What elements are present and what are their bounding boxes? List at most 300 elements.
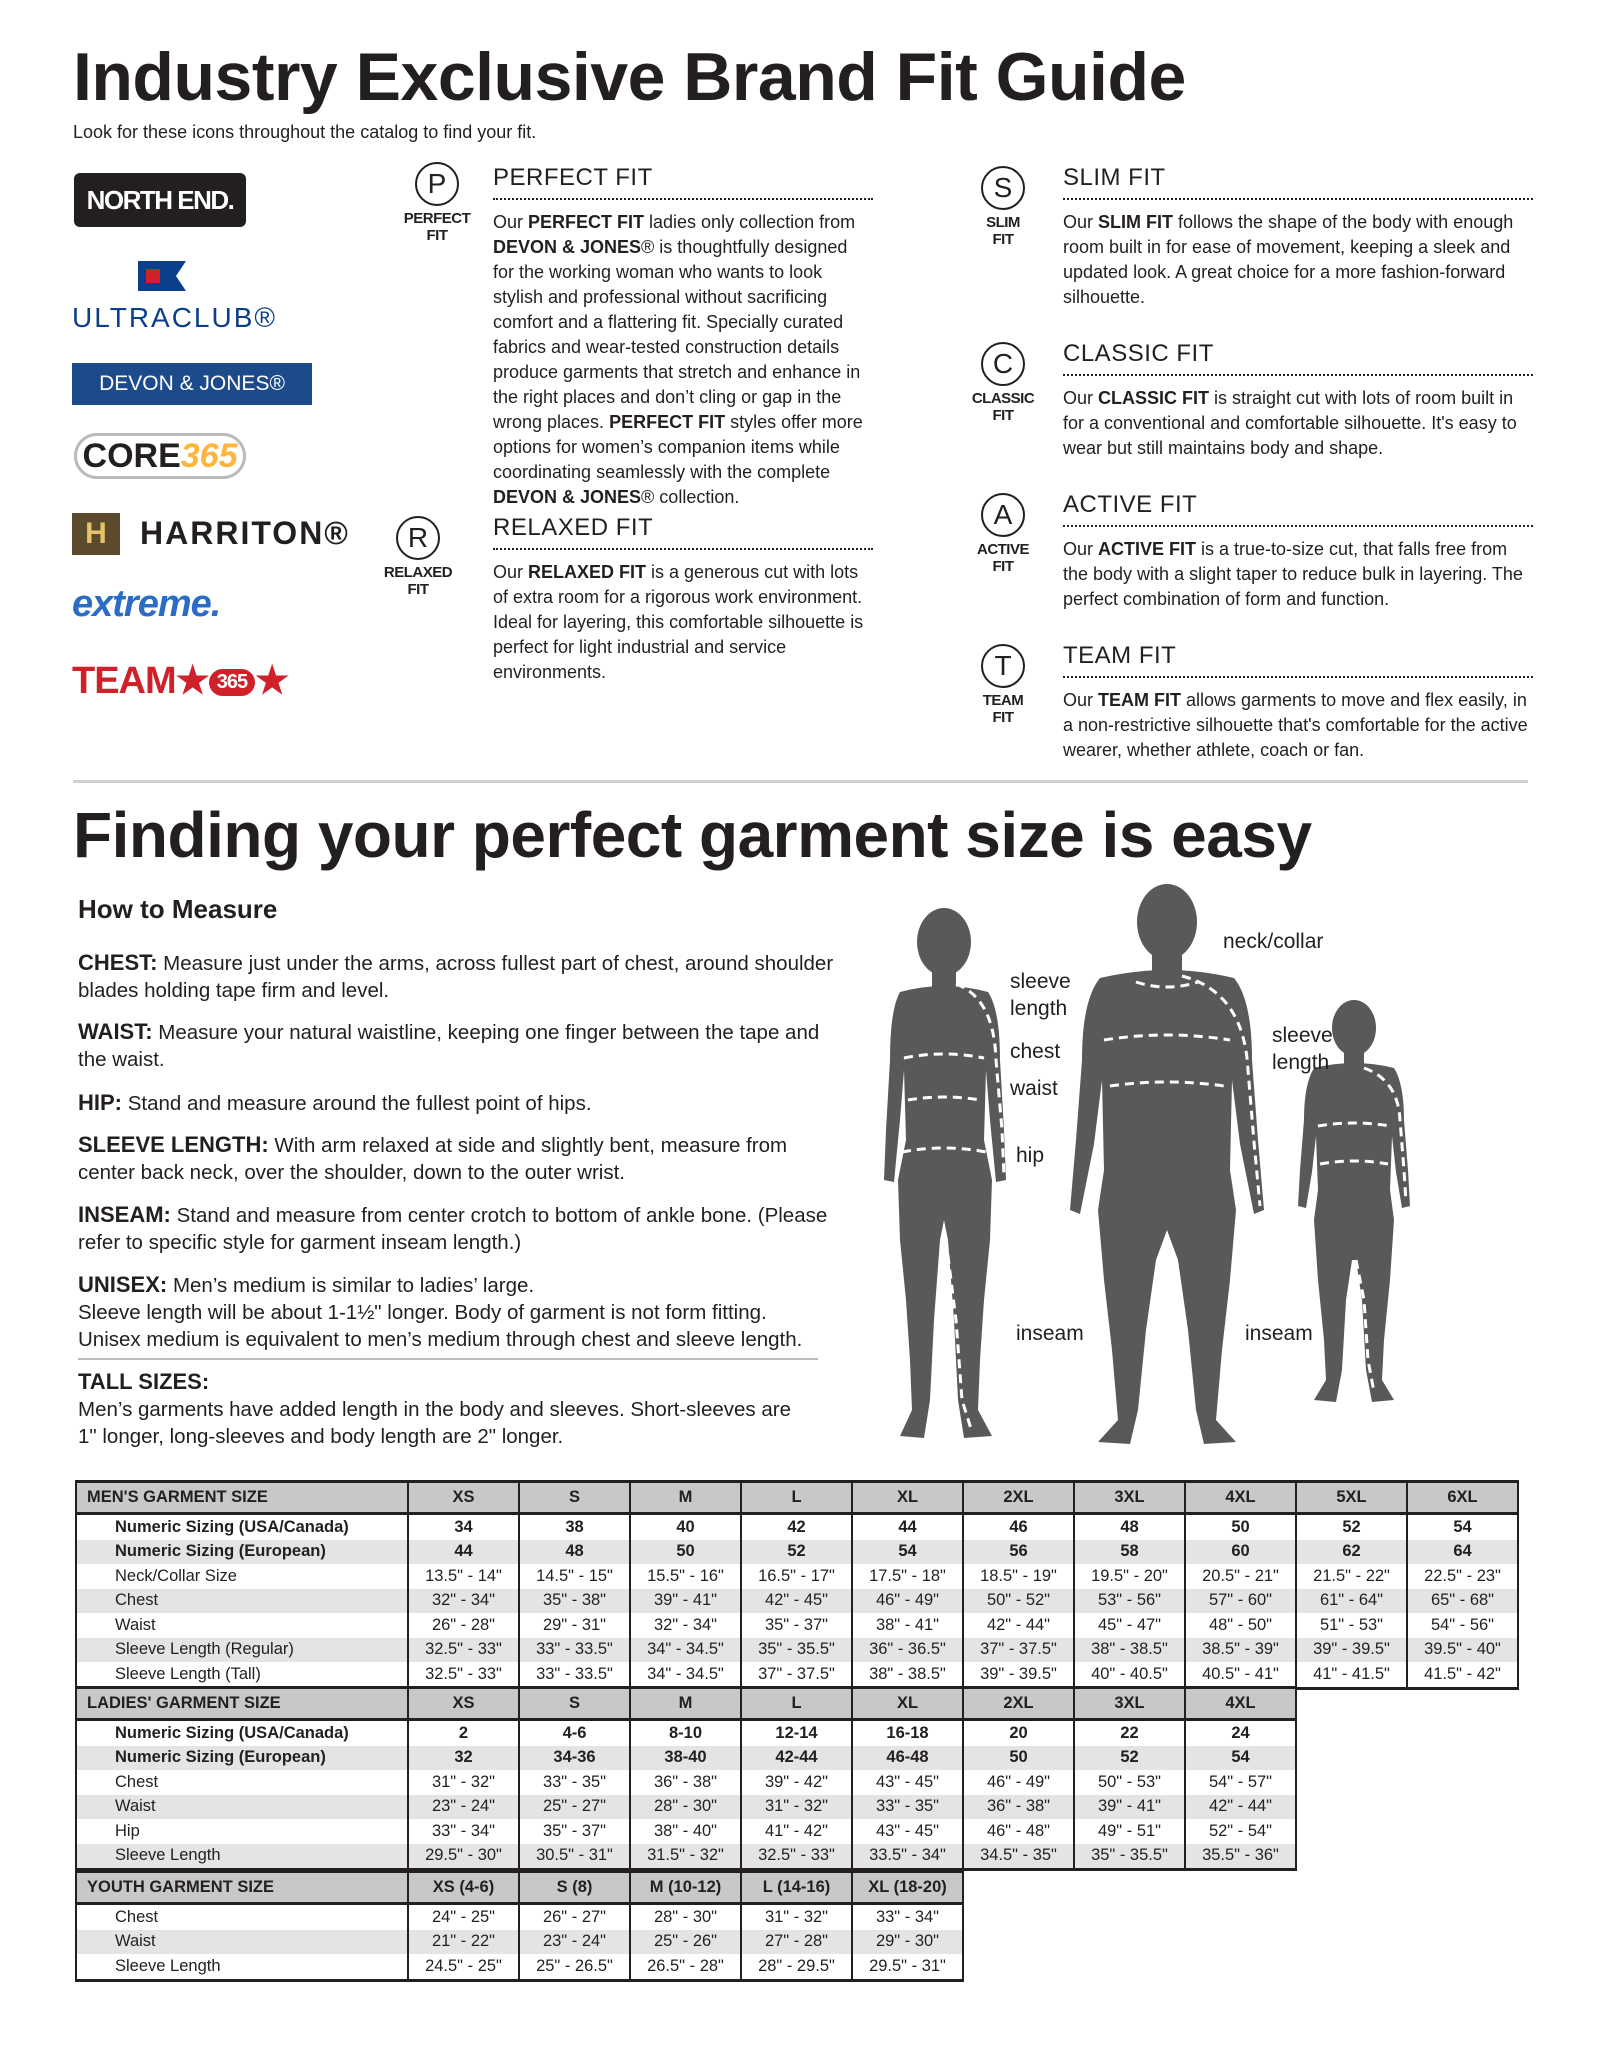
table-cell: 16.5" - 17" (741, 1564, 852, 1589)
ladies-header-row (76, 1688, 1296, 1720)
table-cell: 50 (1185, 1514, 1296, 1540)
table-cell: 43" - 45" (852, 1770, 963, 1795)
label-hip: hip (1016, 1144, 1045, 1167)
label-inseam-man: inseam (1245, 1322, 1313, 1345)
ultraclub-flag-icon (138, 261, 186, 291)
classic-fit-heading: CLASSIC FIT (1063, 340, 1533, 376)
table-cell: 38" - 40" (630, 1819, 741, 1844)
table-cell: 60 (1185, 1540, 1296, 1565)
table-cell: 32.5" - 33" (408, 1638, 519, 1663)
table-cell: 54 (1407, 1514, 1518, 1540)
row-label: Chest (76, 1770, 408, 1795)
table-row (76, 1589, 1518, 1614)
table-cell: 13.5" - 14" (408, 1564, 519, 1589)
table-row (76, 1720, 1296, 1746)
table-cell: 54" - 56" (1407, 1613, 1518, 1638)
table-cell: 19.5" - 20" (1074, 1564, 1185, 1589)
table-cell: 40" - 40.5" (1074, 1662, 1185, 1688)
classic-fit-icon (968, 342, 1038, 424)
active-fit-bold-1: ACTIVE FIT (1098, 539, 1197, 559)
table-cell: 33" - 34" (408, 1819, 519, 1844)
active-fit-icon (968, 493, 1038, 575)
table-cell: 52 (1074, 1746, 1185, 1771)
perfect-fit-text-2: ladies only collection from (644, 212, 856, 232)
slim-fit-icon (968, 166, 1038, 248)
mens-size-table (75, 1480, 1519, 1690)
table-cell: 46" - 49" (963, 1770, 1074, 1795)
table-cell: 31" - 32" (741, 1904, 852, 1930)
active-fit-text-2: is a true-to-size cut, that falls free from the body with a slight taper to reduce bulk in layering. The perfect combination of form and function. (1063, 539, 1523, 609)
tall-text: Men’s garments have added length in the body and sleeves. Short-sleeves are 1" longer, long-sleeves and body length are 2" longer. (78, 1398, 792, 1448)
table-cell: 22.5" - 23" (1407, 1564, 1518, 1589)
team-fit-bold-1: TEAM FIT (1098, 690, 1182, 710)
relaxed-fit-caption-2: FIT (407, 581, 429, 598)
table-cell: 33" - 35" (852, 1795, 963, 1820)
unisex-text-1: Men’s medium is similar to ladies’ large. (167, 1274, 535, 1297)
table-cell: 42-44 (741, 1746, 852, 1771)
relaxed-fit-bold-1: RELAXED FIT (528, 562, 647, 582)
team-fit-text-1: Our (1063, 690, 1099, 710)
waist-instruction (78, 1018, 838, 1073)
team365-logo-badge: 365 (209, 669, 255, 696)
table-cell: 31" - 32" (408, 1770, 519, 1795)
table-cell: 39" - 41" (630, 1589, 741, 1614)
table-cell: 44 (852, 1514, 963, 1540)
team-fit-caption-2: FIT (992, 709, 1014, 726)
section-divider (73, 780, 1528, 783)
mens-size-header: L (741, 1482, 852, 1514)
team-fit-description (1063, 688, 1533, 763)
page-title: Industry Exclusive Brand Fit Guide (73, 39, 1186, 115)
table-cell: 25" - 26" (630, 1930, 741, 1955)
slim-fit-heading: SLIM FIT (1063, 164, 1533, 200)
table-cell: 36" - 36.5" (852, 1638, 963, 1663)
harriton-logo: HARRITON® (140, 515, 350, 551)
table-cell: 62 (1296, 1540, 1407, 1565)
label-inseam-woman: inseam (1016, 1322, 1084, 1345)
mens-size-header: XS (408, 1482, 519, 1514)
table-cell: 31.5" - 32" (630, 1844, 741, 1870)
sleeve-text: With arm relaxed at side and slightly bent, measure from center back neck, over the shoulder, down to the outer wrist. (78, 1134, 788, 1184)
table-cell: 29" - 30" (852, 1930, 963, 1955)
table-cell: 42" - 45" (741, 1589, 852, 1614)
harriton-mark-icon: H (72, 513, 120, 555)
table-cell: 41" - 42" (741, 1819, 852, 1844)
table-cell: 32.5" - 33" (741, 1844, 852, 1870)
table-row (76, 1819, 1296, 1844)
table-row (76, 1514, 1518, 1540)
table-cell: 30.5" - 31" (519, 1844, 630, 1870)
table-row (76, 1564, 1518, 1589)
table-row (76, 1662, 1518, 1688)
classic-fit-description (1063, 386, 1533, 461)
table-cell: 33" - 33.5" (519, 1638, 630, 1663)
table-cell: 14.5" - 15" (519, 1564, 630, 1589)
classic-fit-caption: CLASSIC (971, 390, 1035, 407)
table-cell: 33" - 34" (852, 1904, 963, 1930)
table-cell: 32" - 34" (408, 1589, 519, 1614)
youth-size-header: M (10-12) (630, 1872, 741, 1904)
row-label: Waist (76, 1795, 408, 1820)
table-cell: 25" - 27" (519, 1795, 630, 1820)
row-label: Sleeve Length (Regular) (76, 1638, 408, 1663)
table-cell: 35.5" - 36" (1185, 1844, 1296, 1870)
table-cell: 34" - 34.5" (630, 1638, 741, 1663)
table-cell: 48 (519, 1540, 630, 1565)
table-cell: 34 (408, 1514, 519, 1540)
table-cell: 49" - 51" (1074, 1819, 1185, 1844)
table-cell: 39" - 39.5" (963, 1662, 1074, 1688)
table-cell: 46-48 (852, 1746, 963, 1771)
perfect-fit-bold-1: PERFECT FIT (528, 212, 645, 232)
table-cell: 20.5" - 21" (1185, 1564, 1296, 1589)
table-cell: 8-10 (630, 1720, 741, 1746)
perfect-fit-caption: PERFECT (403, 210, 471, 227)
slim-fit-caption-2: FIT (992, 231, 1014, 248)
team-fit-text-2: allows garments to move and flex easily, in a non-restrictive silhouette that's comfortable for the active wearer, whether athlete, coach or fan. (1063, 690, 1528, 760)
mens-size-header: M (630, 1482, 741, 1514)
table-cell: 50 (963, 1746, 1074, 1771)
slim-fit-letter: S (981, 166, 1025, 210)
core365-logo-text: CORE (82, 436, 181, 475)
youth-size-header: S (8) (519, 1872, 630, 1904)
hip-label: HIP: (78, 1090, 122, 1115)
table-cell: 64 (1407, 1540, 1518, 1565)
label-length-word-right: length (1272, 1051, 1330, 1074)
table-cell: 20 (963, 1720, 1074, 1746)
sleeve-label: SLEEVE LENGTH: (78, 1132, 269, 1157)
table-cell: 28" - 29.5" (741, 1954, 852, 1980)
relaxed-fit-text-1: Our (493, 562, 529, 582)
active-fit-section (1063, 491, 1533, 612)
chest-text: Measure just under the arms, across fullest part of chest, around shoulder blades holding tape firm and level. (78, 952, 834, 1002)
table-cell: 50 (630, 1540, 741, 1565)
table-cell: 40.5" - 41" (1185, 1662, 1296, 1688)
table-cell: 39" - 41" (1074, 1795, 1185, 1820)
classic-fit-letter: C (981, 342, 1025, 386)
mens-size-header: XL (852, 1482, 963, 1514)
table-cell: 33.5" - 34" (852, 1844, 963, 1870)
active-fit-caption: ACTIVE (976, 541, 1029, 558)
classic-fit-section (1063, 340, 1533, 461)
active-fit-text-1: Our (1063, 539, 1099, 559)
table-cell: 34-36 (519, 1746, 630, 1771)
ladies-size-header: M (630, 1688, 741, 1720)
relaxed-fit-text-2: is a generous cut with lots of extra room for a rigorous work environment. Ideal for layering, this comfortable silhouette is perfect for light industrial and service environments. (493, 562, 864, 682)
mens-size-header: 6XL (1407, 1482, 1518, 1514)
table-cell: 51" - 53" (1296, 1613, 1407, 1638)
table-cell: 35" - 35.5" (741, 1638, 852, 1663)
chest-instruction (78, 949, 838, 1004)
label-neck-collar: neck/collar (1223, 930, 1324, 953)
ultraclub-logo: ULTRACLUB® (72, 302, 278, 333)
relaxed-fit-description (493, 560, 873, 685)
table-cell: 35" - 38" (519, 1589, 630, 1614)
mens-header-row (76, 1482, 1518, 1514)
perfect-fit-bold-4: DEVON & JONES (493, 487, 642, 507)
slim-fit-caption: SLIM (986, 214, 1020, 231)
table-row (76, 1770, 1296, 1795)
mens-size-header: 5XL (1296, 1482, 1407, 1514)
mens-size-header: 4XL (1185, 1482, 1296, 1514)
relaxed-fit-caption: RELAXED (383, 564, 453, 581)
table-cell: 38-40 (630, 1746, 741, 1771)
ladies-size-header: 4XL (1185, 1688, 1296, 1720)
table-cell: 54 (1185, 1746, 1296, 1771)
table-cell: 54" - 57" (1185, 1770, 1296, 1795)
ladies-size-header: XL (852, 1688, 963, 1720)
team365-logo-text: TEAM★ (72, 660, 209, 702)
label-sleeve-length-man (1272, 1022, 1333, 1076)
table-cell: 65" - 68" (1407, 1589, 1518, 1614)
slim-fit-bold-1: SLIM FIT (1098, 212, 1174, 232)
relaxed-fit-section (493, 514, 873, 685)
row-label: Chest (76, 1904, 408, 1930)
table-cell: 37" - 37.5" (741, 1662, 852, 1688)
relaxed-fit-letter: R (396, 516, 440, 560)
table-cell: 46" - 48" (963, 1819, 1074, 1844)
row-label: Waist (76, 1613, 408, 1638)
row-label: Sleeve Length (76, 1954, 408, 1980)
tall-divider (78, 1358, 818, 1360)
row-label: Waist (76, 1930, 408, 1955)
perfect-fit-text-3: ® is thoughtfully designed for the working woman who wants to look stylish and professional without sacrificing comfort and a flattering fit. Specially curated fabrics and wear-tested construction details produce garments that stretch and enhance in the right places and don’t cling or gap in the wrong places. (493, 237, 861, 432)
inseam-instruction (78, 1201, 838, 1256)
youth-table-title: YOUTH GARMENT SIZE (76, 1872, 408, 1904)
table-row (76, 1638, 1518, 1663)
table-row (76, 1930, 963, 1955)
classic-fit-caption-2: FIT (992, 407, 1014, 424)
row-label: Neck/Collar Size (76, 1564, 408, 1589)
team-fit-heading: TEAM FIT (1063, 642, 1533, 678)
table-cell: 12-14 (741, 1720, 852, 1746)
ladies-size-header: XS (408, 1688, 519, 1720)
relaxed-fit-icon (383, 516, 453, 598)
table-cell: 37" - 37.5" (963, 1638, 1074, 1663)
label-chest: chest (1010, 1040, 1061, 1063)
chest-label: CHEST: (78, 950, 158, 975)
table-cell: 25" - 26.5" (519, 1954, 630, 1980)
ladies-table-title: LADIES' GARMENT SIZE (76, 1688, 408, 1720)
man-silhouette (1070, 884, 1264, 1444)
table-cell: 29" - 31" (519, 1613, 630, 1638)
table-cell: 38" - 38.5" (1074, 1638, 1185, 1663)
core365-logo-number: 365 (180, 436, 238, 475)
table-cell: 35" - 37" (741, 1613, 852, 1638)
classic-fit-bold-1: CLASSIC FIT (1098, 388, 1210, 408)
table-cell: 28" - 30" (630, 1795, 741, 1820)
core365-logo (74, 433, 246, 479)
youth-size-header: XS (4-6) (408, 1872, 519, 1904)
label-sleeve-word-right: sleeve (1272, 1024, 1333, 1047)
waist-label: WAIST: (78, 1019, 153, 1044)
table-cell: 44 (408, 1540, 519, 1565)
active-fit-heading: ACTIVE FIT (1063, 491, 1533, 527)
table-cell: 26" - 27" (519, 1904, 630, 1930)
table-row (76, 1613, 1518, 1638)
table-cell: 38.5" - 39" (1185, 1638, 1296, 1663)
team-fit-caption: TEAM (982, 692, 1024, 709)
perfect-fit-text-4: styles offer more options for women’s companion items while coordinating seamlessly with the complete (493, 412, 863, 482)
table-cell: 23" - 24" (519, 1930, 630, 1955)
hip-text: Stand and measure around the fullest point of hips. (122, 1092, 592, 1115)
inseam-label: INSEAM: (78, 1202, 171, 1227)
mens-size-header: 2XL (963, 1482, 1074, 1514)
table-cell: 24.5" - 25" (408, 1954, 519, 1980)
table-cell: 50" - 53" (1074, 1770, 1185, 1795)
unisex-text-3: Unisex medium is equivalent to men’s medium through chest and sleeve length. (78, 1328, 803, 1351)
table-cell: 29.5" - 30" (408, 1844, 519, 1870)
mens-size-header: 3XL (1074, 1482, 1185, 1514)
table-row (76, 1540, 1518, 1565)
table-cell: 34" - 34.5" (630, 1662, 741, 1688)
table-cell: 46 (963, 1514, 1074, 1540)
north-end-logo: NORTH END. (74, 173, 246, 227)
table-cell: 53" - 56" (1074, 1589, 1185, 1614)
table-row (76, 1844, 1296, 1870)
table-row (76, 1795, 1296, 1820)
classic-fit-text-2: is straight cut with lots of room built in for a conventional and comfortable silhouette. It's easy to wear but still maintains body and shape. (1063, 388, 1517, 458)
table-cell: 24 (1185, 1720, 1296, 1746)
table-cell: 21.5" - 22" (1296, 1564, 1407, 1589)
table-cell: 38 (519, 1514, 630, 1540)
table-row (76, 1954, 963, 1980)
slim-fit-section (1063, 164, 1533, 310)
team-fit-letter: T (981, 644, 1025, 688)
table-cell: 43" - 45" (852, 1819, 963, 1844)
table-cell: 24" - 25" (408, 1904, 519, 1930)
table-cell: 26.5" - 28" (630, 1954, 741, 1980)
table-cell: 38" - 41" (852, 1613, 963, 1638)
table-cell: 36" - 38" (963, 1795, 1074, 1820)
table-cell: 61" - 64" (1296, 1589, 1407, 1614)
slim-fit-text-1: Our (1063, 212, 1099, 232)
table-cell: 4-6 (519, 1720, 630, 1746)
team-fit-section (1063, 642, 1533, 763)
table-cell: 31" - 32" (741, 1795, 852, 1820)
devon-jones-logo: DEVON & JONES® (72, 363, 312, 405)
hip-instruction (78, 1089, 838, 1117)
youth-header-row (76, 1872, 963, 1904)
perfect-fit-icon (402, 162, 472, 244)
sizing-heading: Finding your perfect garment size is easy (73, 799, 1312, 871)
row-label: Hip (76, 1819, 408, 1844)
how-to-measure-heading: How to Measure (78, 894, 278, 924)
tall-label: TALL SIZES: (78, 1369, 210, 1394)
team365-logo-star: ★ (255, 660, 289, 702)
table-cell: 41.5" - 42" (1407, 1662, 1518, 1688)
mens-table-title: MEN'S GARMENT SIZE (76, 1482, 408, 1514)
ladies-size-header: S (519, 1688, 630, 1720)
page-subtitle: Look for these icons throughout the catalog to find your fit. (73, 122, 537, 142)
tall-sizes-note (78, 1368, 808, 1450)
table-row (76, 1904, 963, 1930)
active-fit-letter: A (981, 493, 1025, 537)
table-cell: 29.5" - 31" (852, 1954, 963, 1980)
woman-silhouette (884, 908, 1006, 1438)
table-cell: 46" - 49" (852, 1589, 963, 1614)
measurement-figures (860, 880, 1420, 1460)
perfect-fit-heading: PERFECT FIT (493, 164, 873, 200)
table-cell: 41" - 41.5" (1296, 1662, 1407, 1688)
table-cell: 16-18 (852, 1720, 963, 1746)
table-cell: 33" - 35" (519, 1770, 630, 1795)
table-cell: 57" - 60" (1185, 1589, 1296, 1614)
ladies-size-header: 3XL (1074, 1688, 1185, 1720)
row-label: Sleeve Length (76, 1844, 408, 1870)
slim-fit-text-2: follows the shape of the body with enough room built in for ease of movement, keeping a sleek and updated look. A great choice for a more fashion-forward silhouette. (1063, 212, 1514, 307)
row-label: Numeric Sizing (USA/Canada) (76, 1514, 408, 1540)
waist-text: Measure your natural waistline, keeping one finger between the tape and the waist. (78, 1021, 820, 1071)
table-cell: 56 (963, 1540, 1074, 1565)
table-cell: 35" - 37" (519, 1819, 630, 1844)
table-cell: 39.5" - 40" (1407, 1638, 1518, 1663)
table-cell: 39" - 39.5" (1296, 1638, 1407, 1663)
classic-fit-text-1: Our (1063, 388, 1099, 408)
unisex-instruction (78, 1271, 858, 1353)
table-cell: 50" - 52" (963, 1589, 1074, 1614)
table-cell: 33" - 33.5" (519, 1662, 630, 1688)
table-cell: 42 (741, 1514, 852, 1540)
perfect-fit-bold-3: PERFECT FIT (609, 412, 726, 432)
table-cell: 21" - 22" (408, 1930, 519, 1955)
perfect-fit-caption-2: FIT (426, 227, 448, 244)
table-cell: 35" - 35.5" (1074, 1844, 1185, 1870)
ladies-size-header: 2XL (963, 1688, 1074, 1720)
table-cell: 42" - 44" (1185, 1795, 1296, 1820)
active-fit-caption-2: FIT (992, 558, 1014, 575)
ladies-size-table (75, 1686, 1297, 1871)
unisex-text-2: Sleeve length will be about 1-1½" longer. Body of garment is not form fitting. (78, 1301, 767, 1324)
row-label: Numeric Sizing (USA/Canada) (76, 1720, 408, 1746)
team365-logo (72, 658, 288, 703)
extreme-logo: extreme. (72, 583, 221, 625)
ladies-size-header: L (741, 1688, 852, 1720)
row-label: Numeric Sizing (European) (76, 1746, 408, 1771)
table-cell: 38" - 38.5" (852, 1662, 963, 1688)
table-cell: 52 (741, 1540, 852, 1565)
perfect-fit-bold-2: DEVON & JONES (493, 237, 642, 257)
table-cell: 52 (1296, 1514, 1407, 1540)
table-cell: 48" - 50" (1185, 1613, 1296, 1638)
table-cell: 17.5" - 18" (852, 1564, 963, 1589)
table-cell: 58 (1074, 1540, 1185, 1565)
unisex-label: UNISEX: (78, 1272, 168, 1297)
table-cell: 32 (408, 1746, 519, 1771)
table-cell: 48 (1074, 1514, 1185, 1540)
perfect-fit-text-1: Our (493, 212, 529, 232)
youth-size-table (75, 1870, 964, 1982)
perfect-fit-section (493, 164, 873, 510)
relaxed-fit-heading: RELAXED FIT (493, 514, 873, 550)
inseam-text: Stand and measure from center crotch to bottom of ankle bone. (Please refer to specific style for garment inseam length.) (78, 1204, 828, 1254)
label-sleeve-length-woman (1010, 968, 1071, 1022)
perfect-fit-text-5: ® collection. (641, 487, 740, 507)
table-cell: 23" - 24" (408, 1795, 519, 1820)
table-cell: 27" - 28" (741, 1930, 852, 1955)
table-cell: 32.5" - 33" (408, 1662, 519, 1688)
table-cell: 18.5" - 19" (963, 1564, 1074, 1589)
slim-fit-description (1063, 210, 1533, 310)
table-row (76, 1746, 1296, 1771)
table-cell: 36" - 38" (630, 1770, 741, 1795)
active-fit-description (1063, 537, 1533, 612)
table-cell: 40 (630, 1514, 741, 1540)
table-cell: 39" - 42" (741, 1770, 852, 1795)
perfect-fit-description (493, 210, 873, 510)
table-cell: 22 (1074, 1720, 1185, 1746)
table-cell: 2 (408, 1720, 519, 1746)
